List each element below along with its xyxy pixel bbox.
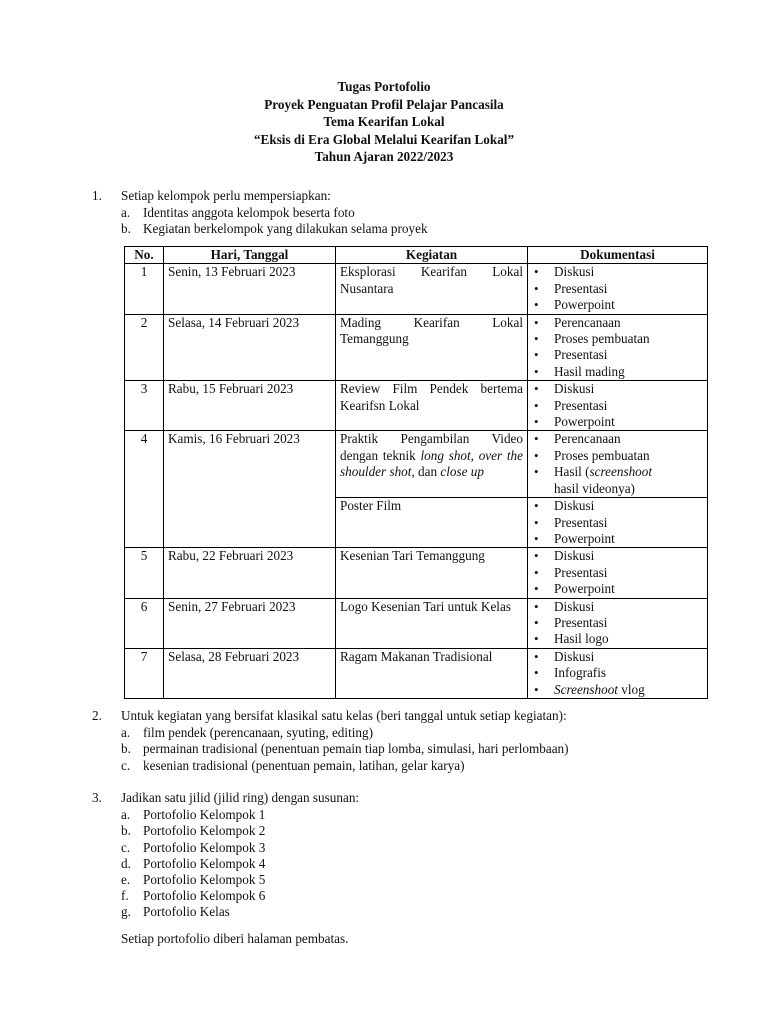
header-project: Proyek Penguatan Profil Pelajar Pancasila (264, 96, 504, 112)
cell-no: 5 (125, 548, 164, 598)
kegiatan-closeup: close up (440, 464, 484, 480)
vlog-text: vlog (617, 681, 645, 697)
list-item: • Proses pembuatan (532, 331, 703, 347)
cell-dokumentasi (528, 264, 708, 314)
item-letter: f. (121, 888, 129, 903)
table-row (125, 548, 708, 598)
cell-hari: Selasa, 14 Februari 2023 (164, 314, 336, 381)
note-text: Setiap portofolio diberi halaman pembatas. (121, 931, 349, 946)
cell-no: 7 (125, 648, 164, 698)
list-item: • Presentasi (532, 281, 703, 297)
list-item: • Hasil logo (532, 631, 703, 647)
cell-kegiatan: Mading Kearifan Lokal Temanggung (336, 314, 528, 381)
item-text: Portofolio Kelompok 2 (143, 823, 266, 838)
section-1-number: 1. (92, 188, 102, 203)
item-letter: b. (121, 741, 131, 756)
header-hari: Hari, Tanggal (164, 247, 336, 264)
cell-no: 6 (125, 598, 164, 648)
list-item: • Diskusi (532, 599, 703, 615)
item-letter: e. (121, 872, 131, 887)
cell-dokumentasi (528, 431, 708, 498)
list-item: • Infografis (532, 665, 703, 681)
list-item (532, 464, 703, 497)
cell-no: 2 (125, 314, 164, 381)
list-item: • Diskusi (532, 649, 703, 665)
kegiatan-conj: dan (418, 464, 438, 480)
item-letter: c. (121, 758, 131, 773)
table-row (125, 381, 708, 431)
cell-no: 1 (125, 264, 164, 314)
screenshoot-text: Screenshoot (554, 681, 618, 697)
item-text: Portofolio Kelompok 5 (143, 872, 266, 887)
list-item: • Hasil mading (532, 364, 703, 380)
cell-dokumentasi (528, 314, 708, 381)
cell-hari: Rabu, 22 Februari 2023 (164, 548, 336, 598)
cell-hari: Rabu, 15 Februari 2023 (164, 381, 336, 431)
list-item: • Presentasi (532, 615, 703, 631)
list-item: • Powerpoint (532, 297, 703, 313)
list-item: • Perencanaan (532, 431, 703, 447)
cell-hari: Senin, 27 Februari 2023 (164, 598, 336, 648)
list-item: • Diskusi (532, 548, 703, 564)
list-item: • Presentasi (532, 398, 703, 414)
section-3-text: Jadikan satu jilid (jilid ring) dengan susunan: (121, 790, 360, 805)
item-letter: d. (121, 856, 131, 871)
item-text: Portofolio Kelompok 3 (143, 840, 266, 855)
list-item: • Presentasi (532, 565, 703, 581)
cell-kegiatan: Poster Film (336, 498, 528, 548)
cell-dokumentasi (528, 598, 708, 648)
cell-dokumentasi (528, 498, 708, 548)
item-text: kesenian tradisional (penentuan pemain, latihan, gelar karya) (143, 758, 465, 773)
list-item: • Presentasi (532, 515, 703, 531)
header-kegiatan: Kegiatan (336, 247, 528, 264)
item-text: film pendek (perencanaan, syuting, editing) (143, 725, 373, 740)
item-letter: b. (121, 221, 131, 236)
item-text: Portofolio Kelas (143, 904, 230, 919)
list-item: • Diskusi (532, 381, 703, 397)
activity-table (124, 246, 708, 699)
list-item: • Presentasi (532, 347, 703, 363)
list-item: • Diskusi (532, 498, 703, 514)
cell-kegiatan (336, 431, 528, 498)
list-item (532, 682, 703, 698)
table-row (125, 648, 708, 698)
item-letter: c. (121, 840, 131, 855)
item-text: Kegiatan berkelompok yang dilakukan selama proyek (143, 221, 428, 236)
kegiatan-text: Praktik Pengambilan Video dengan teknik (340, 431, 523, 463)
item-letter: b. (121, 823, 131, 838)
header-theme: Tema Kearifan Lokal (323, 114, 445, 130)
item-text: Identitas anggota kelompok beserta foto (143, 205, 355, 220)
list-item: • Powerpoint (532, 531, 703, 547)
section-3-note (121, 931, 348, 947)
cell-kegiatan: Kesenian Tari Temanggung (336, 548, 528, 598)
item-letter: g. (121, 904, 131, 919)
section-3-number: 3. (92, 790, 102, 805)
cell-no: 4 (125, 431, 164, 548)
cell-kegiatan: Ragam Makanan Tradisional (336, 648, 528, 698)
list-item: • Perencanaan (532, 315, 703, 331)
cell-kegiatan: Logo Kesenian Tari untuk Kelas (336, 598, 528, 648)
table-row (125, 431, 708, 498)
table-row (125, 264, 708, 314)
section-2-number: 2. (92, 708, 102, 723)
document-header (0, 78, 768, 166)
table-row (125, 314, 708, 381)
cell-hari: Senin, 13 Februari 2023 (164, 264, 336, 314)
section-1-text: Setiap kelompok perlu mempersiapkan: (121, 188, 331, 203)
item-letter: a. (121, 725, 131, 740)
header-no: No. (125, 247, 164, 264)
cell-kegiatan: Eksplorasi Kearifan Lokal Nusantara (336, 264, 528, 314)
item-letter: a. (121, 807, 131, 822)
item-text: Portofolio Kelompok 1 (143, 807, 266, 822)
header-title: Tugas Portofolio (337, 79, 431, 94)
list-item: • Powerpoint (532, 414, 703, 430)
cell-no: 3 (125, 381, 164, 431)
item-text: permainan tradisional (penentuan pemain tiap lomba, simulasi, hari perlombaan) (143, 741, 569, 756)
hasil-text: Hasil ( (554, 464, 590, 480)
cell-hari: Kamis, 16 Februari 2023 (164, 431, 336, 548)
hasil-video: hasil videonya) (554, 480, 635, 496)
item-letter: a. (121, 205, 131, 220)
list-item: • Powerpoint (532, 581, 703, 597)
item-text: Portofolio Kelompok 6 (143, 888, 266, 903)
header-dokumentasi: Dokumentasi (528, 247, 708, 264)
list-item: • Proses pembuatan (532, 448, 703, 464)
table-row (125, 598, 708, 648)
section-2-text: Untuk kegiatan yang bersifat klasikal satu kelas (beri tanggal untuk setiap kegiatan): (121, 708, 567, 723)
header-tagline: “Eksis di Era Global Melalui Kearifan Lokal” (253, 131, 515, 147)
header-year: Tahun Ajaran 2022/2023 (314, 149, 454, 165)
cell-dokumentasi (528, 648, 708, 698)
list-item: • Diskusi (532, 264, 703, 280)
cell-hari: Selasa, 28 Februari 2023 (164, 648, 336, 698)
hasil-screenshoot: screenshoot (589, 464, 653, 480)
table-header-row (125, 247, 708, 264)
cell-kegiatan: Review Film Pendek bertema Kearifsn Lokal (336, 381, 528, 431)
cell-dokumentasi (528, 548, 708, 598)
cell-dokumentasi (528, 381, 708, 431)
item-text: Portofolio Kelompok 4 (143, 856, 266, 871)
kegiatan-technique: long shot, over the shoulder shot, (340, 447, 523, 480)
